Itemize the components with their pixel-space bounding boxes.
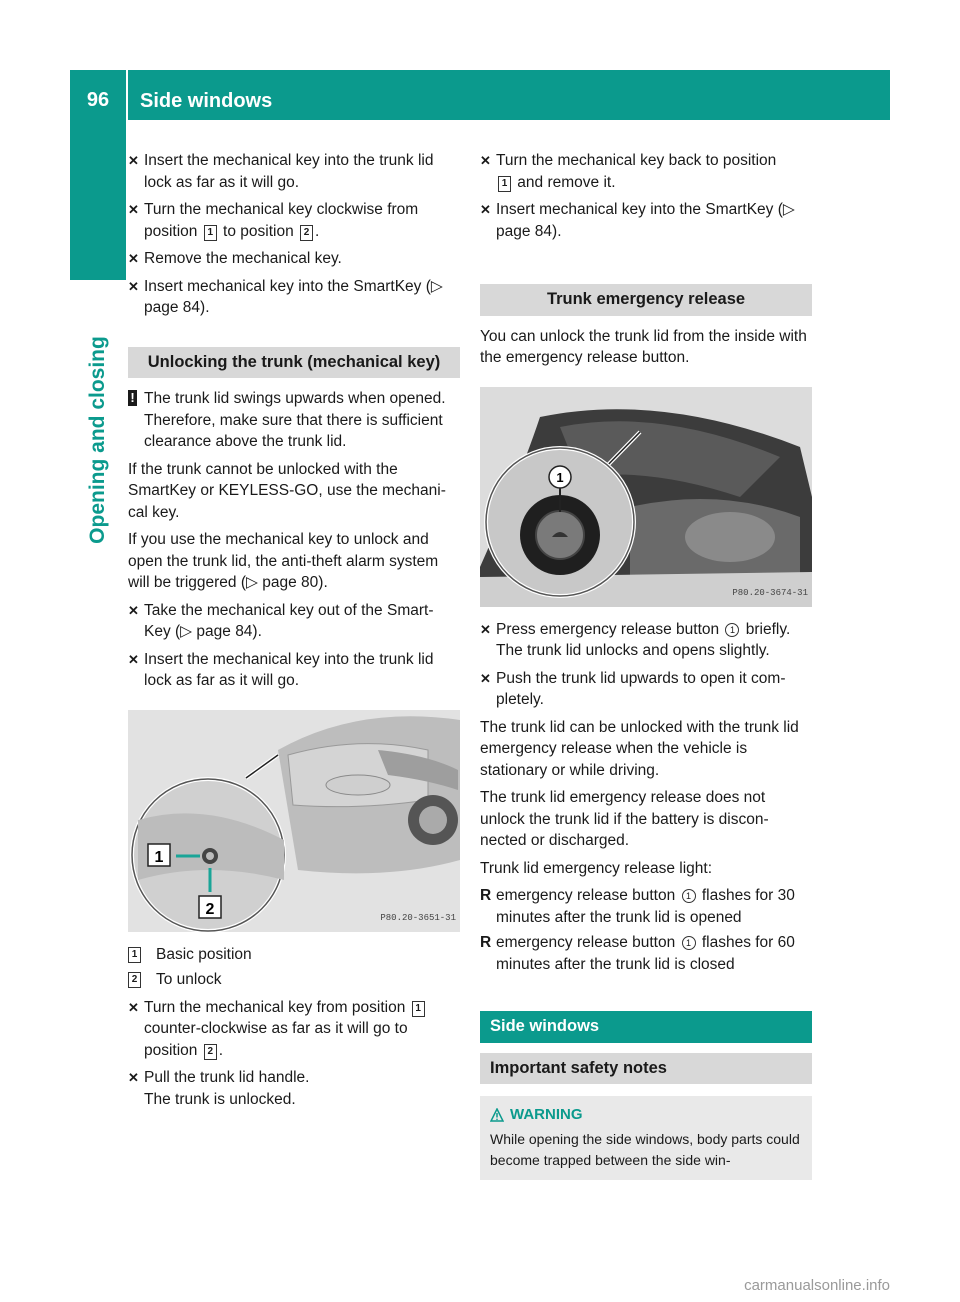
left-column [128,150,460,1116]
trunk-interior-illustration [480,387,812,607]
bullet-icon: R [480,887,492,904]
step-arrow-icon: ✕ [128,251,139,266]
paragraph: If you use the mechanical key to unlock and open the trunk lid, the anti-theft alarm system will be triggered (▷ page 80). [128,531,439,591]
callout-1-icon: 1 [682,936,696,950]
figure-callout-2: 2 [205,900,215,918]
step-result: The trunk is unlocked. [144,1090,296,1108]
paragraph: Trunk lid emergency release light: [480,859,713,877]
step-arrow-icon: ✕ [480,621,491,637]
step-arrow-icon: ✕ [128,202,139,217]
warning-title: WARNING [490,1104,802,1125]
step-item: ✕ Insert the mechanical key into the trunk lid lock as far as it will go. [128,650,434,689]
position-number-icon: 2 [204,1044,217,1060]
step-item: ✕ Remove the mechanical key. [128,248,460,270]
trunk-lock-illustration [128,710,460,932]
position-number-icon: 1 [204,225,217,241]
step-arrow-icon: ✕ [480,202,491,217]
exclamation-icon: ! [128,390,137,406]
step-arrow-icon: ✕ [128,999,139,1015]
figure-callout-1: 1 [556,469,564,485]
position-number-icon: 1 [412,1001,425,1017]
bullet-item: R emergency release button 1 flashes for 30 minutes after the trunk lid is opened [480,887,795,926]
figure-code: P80.20-3674-31 [732,588,808,598]
paragraph: If the trunk cannot be unlocked with the SmartKey or KEYLESS-GO, use the mechani-cal key. [128,460,446,521]
step-arrow-icon: ✕ [480,670,491,686]
step-item: ✕ Turn the mechanical key from position 1 counter-clockwise as far as it will go to position 2 . [128,997,460,1062]
step-arrow-icon: ✕ [128,602,139,618]
warning-box [480,1096,812,1180]
step-arrow-icon: ✕ [128,1070,139,1085]
step-item: ✕ Press emergency release button 1 briefly. The trunk lid unlocks and opens slightly. [480,620,791,659]
position-number-icon: 1 [128,947,141,963]
section-heading: Unlocking the trunk (mechanical key) [128,347,460,379]
step-item: ✕ Insert mechanical key into the SmartKey (▷ page 84). [480,201,795,240]
warning-triangle-icon [490,1108,504,1122]
step-item: ✕ Insert the mechanical key into the trunk lid lock as far as it will go. [128,152,434,191]
trunk-lock-figure [128,710,460,932]
page-number: 96 [86,89,110,111]
position-number-icon: 1 [498,176,511,192]
right-column [480,150,812,1180]
bullet-item: R emergency release button 1 flashes for 60 minutes after the trunk lid is closed [480,934,795,973]
legend-item: 2 To unlock [128,969,460,991]
step-item: ✕ Pull the trunk lid handle. The trunk is unlocked. [128,1069,310,1108]
warning-text: While opening the side windows, body parts could become trapped between the side win- [490,1131,800,1168]
step-arrow-icon: ✕ [128,278,139,294]
callout-1-icon: 1 [725,623,739,637]
section-heading-side-windows: Side windows [480,1011,812,1043]
position-number-icon: 2 [300,225,313,241]
page-title: Side windows [140,90,273,112]
step-result: The trunk lid unlocks and opens slightly. [496,642,770,659]
legend-item: 1 Basic position [128,944,460,966]
chapter-label: Opening and closing [86,336,109,544]
chapter-tab-block [70,120,126,280]
step-item: ✕ Insert mechanical key into the SmartKey (▷ page 84). [128,277,443,316]
figure-callout-1: 1 [154,848,164,866]
section-heading: Trunk emergency release [480,284,812,316]
section-heading-safety: Important safety notes [480,1053,812,1085]
watermark: carmanualsonline.info [744,1277,890,1294]
bullet-icon: R [480,934,492,951]
figure-code: P80.20-3651-31 [380,913,456,923]
callout-1-icon: 1 [682,889,696,903]
paragraph: You can unlock the trunk lid from the inside with the emergency release button. [480,327,807,366]
step-arrow-icon: ✕ [480,153,491,168]
paragraph: The trunk lid can be unlocked with the trunk lid emergency release when the vehicle is stationary or while driving. [480,718,799,779]
step-item: ✕ Push the trunk lid upwards to open it com-pletely. [480,669,786,708]
step-item: ✕ Take the mechanical key out of the Smart-Key (▷ page 84). [128,601,434,640]
step-arrow-icon: ✕ [128,651,139,667]
paragraph: The trunk lid emergency release does not unlock the trunk lid if the battery is discon-nected or discharged. [480,789,769,849]
caution-notice: ! The trunk lid swings upwards when opened. Therefore, make sure that there is sufficient clearance above the trunk lid. [128,388,460,453]
step-item: ✕ Turn the mechanical key back to position 1 and remove it. [480,152,777,191]
step-item: ✕ Turn the mechanical key clockwise from position 1 to position 2 . [128,201,419,240]
header-divider [126,70,128,120]
step-arrow-icon: ✕ [128,153,139,168]
position-number-icon: 2 [128,972,141,988]
emergency-release-figure [480,387,812,607]
